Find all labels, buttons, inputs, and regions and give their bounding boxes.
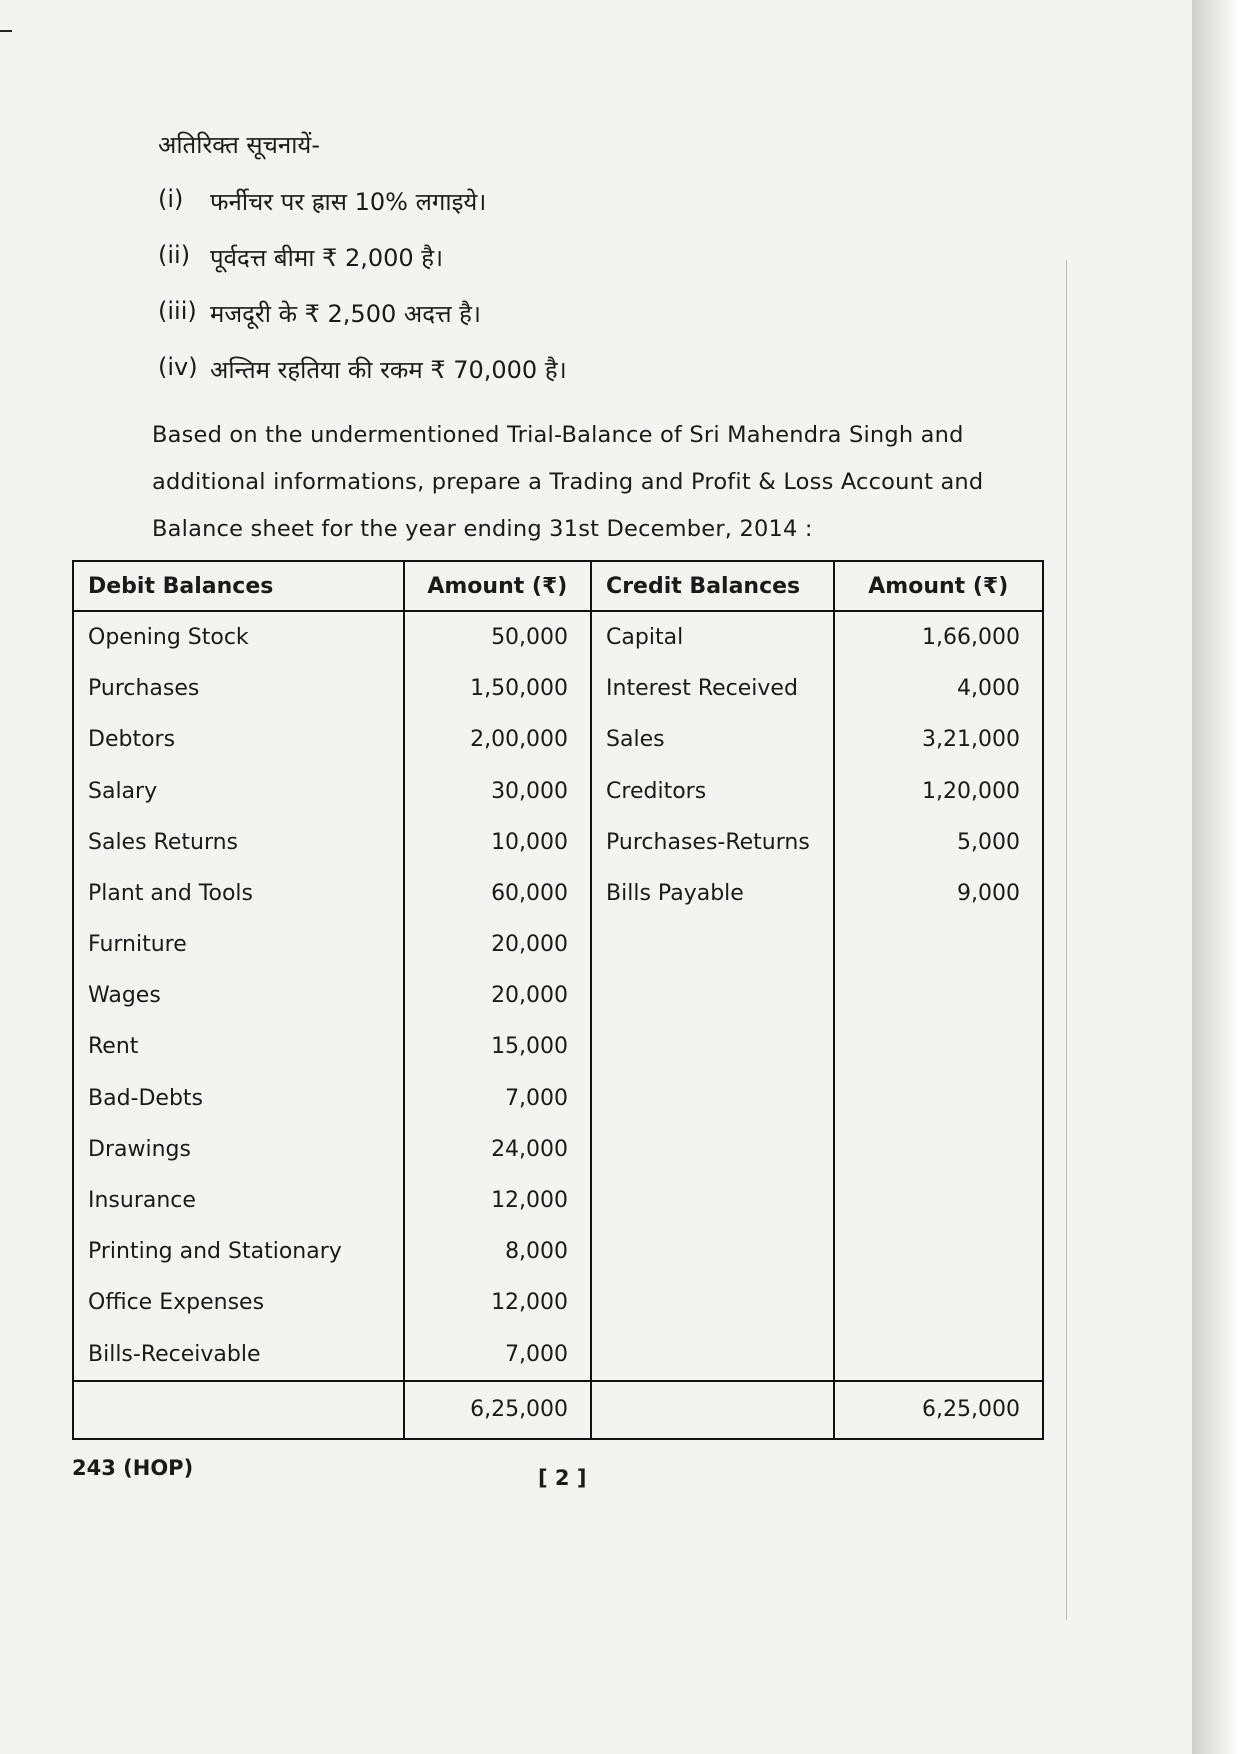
paper-code: 243 (HOP) bbox=[72, 1456, 194, 1480]
debit-account: Plant and Tools bbox=[73, 868, 404, 919]
debit-account: Office Expenses bbox=[73, 1277, 404, 1328]
credit-amount: 1,20,000 bbox=[834, 766, 1043, 817]
header-credit-amount: Amount (₹) bbox=[834, 561, 1043, 611]
debit-amount: 30,000 bbox=[404, 766, 591, 817]
table-row bbox=[73, 714, 1043, 765]
table-row bbox=[73, 1021, 1043, 1072]
debit-account: Salary bbox=[73, 766, 404, 817]
debit-account: Rent bbox=[73, 1021, 404, 1072]
credit-amount: 1,66,000 bbox=[834, 611, 1043, 663]
credit-account bbox=[591, 1328, 834, 1380]
debit-amount: 7,000 bbox=[404, 1073, 591, 1124]
info-item bbox=[158, 185, 1158, 241]
table-row bbox=[73, 1124, 1043, 1175]
debit-account: Insurance bbox=[73, 1175, 404, 1226]
table-row bbox=[73, 1175, 1043, 1226]
info-item-text: पूर्वदत्त बीमा ₹ 2,000 है। bbox=[210, 244, 444, 272]
debit-amount: 8,000 bbox=[404, 1226, 591, 1277]
table-row bbox=[73, 766, 1043, 817]
credit-account: Capital bbox=[591, 611, 834, 663]
credit-account: Purchases-Returns bbox=[591, 817, 834, 868]
credit-amount bbox=[834, 1175, 1043, 1226]
debit-account: Bad-Debts bbox=[73, 1073, 404, 1124]
page-number: [ 2 ] bbox=[538, 1466, 587, 1490]
additional-info-title: अतिरिक्त सूचनायें- bbox=[158, 131, 321, 159]
debit-amount: 24,000 bbox=[404, 1124, 591, 1175]
header-debit-amount: Amount (₹) bbox=[404, 561, 591, 611]
table-row bbox=[73, 1328, 1043, 1380]
totals-blank-credit bbox=[591, 1381, 834, 1439]
debit-account: Sales Returns bbox=[73, 817, 404, 868]
credit-amount bbox=[834, 970, 1043, 1021]
debit-amount: 10,000 bbox=[404, 817, 591, 868]
credit-amount: 3,21,000 bbox=[834, 714, 1043, 765]
credit-account: Creditors bbox=[591, 766, 834, 817]
credit-amount bbox=[834, 1124, 1043, 1175]
credit-amount bbox=[834, 919, 1043, 970]
table-row bbox=[73, 1073, 1043, 1124]
debit-account: Purchases bbox=[73, 663, 404, 714]
credit-account: Bills Payable bbox=[591, 868, 834, 919]
debit-amount: 20,000 bbox=[404, 919, 591, 970]
debit-account: Furniture bbox=[73, 919, 404, 970]
table-row bbox=[73, 1226, 1043, 1277]
credit-amount bbox=[834, 1073, 1043, 1124]
debit-amount: 15,000 bbox=[404, 1021, 591, 1072]
table-row bbox=[73, 970, 1043, 1021]
credit-account bbox=[591, 1226, 834, 1277]
info-item-number: (i) bbox=[158, 185, 184, 213]
debit-total: 6,25,000 bbox=[404, 1381, 591, 1439]
debit-account: Bills-Receivable bbox=[73, 1328, 404, 1380]
totals-blank-debit bbox=[73, 1381, 404, 1439]
credit-account bbox=[591, 1277, 834, 1328]
debit-account: Debtors bbox=[73, 714, 404, 765]
info-item-text: फर्नीचर पर ह्रास 10% लगाइये। bbox=[210, 188, 487, 216]
debit-amount: 20,000 bbox=[404, 970, 591, 1021]
trial-balance-table bbox=[72, 560, 1044, 1440]
credit-account: Sales bbox=[591, 714, 834, 765]
credit-amount: 5,000 bbox=[834, 817, 1043, 868]
page-shadow bbox=[1192, 0, 1240, 1754]
info-item-number: (ii) bbox=[158, 241, 191, 269]
debit-amount: 7,000 bbox=[404, 1328, 591, 1380]
table-row bbox=[73, 1277, 1043, 1328]
totals-row bbox=[73, 1381, 1043, 1439]
credit-amount bbox=[834, 1277, 1043, 1328]
info-item bbox=[158, 353, 1158, 409]
credit-account bbox=[591, 1175, 834, 1226]
info-item bbox=[158, 297, 1158, 353]
credit-amount bbox=[834, 1328, 1043, 1380]
table-row bbox=[73, 868, 1043, 919]
credit-account bbox=[591, 919, 834, 970]
credit-amount: 9,000 bbox=[834, 868, 1043, 919]
debit-amount: 60,000 bbox=[404, 868, 591, 919]
debit-account: Opening Stock bbox=[73, 611, 404, 663]
info-item-number: (iii) bbox=[158, 297, 197, 325]
credit-account bbox=[591, 1073, 834, 1124]
debit-account: Drawings bbox=[73, 1124, 404, 1175]
header-debit-balances: Debit Balances bbox=[73, 561, 404, 611]
info-item-text: मजदूरी के ₹ 2,500 अदत्त है। bbox=[210, 300, 481, 328]
margin-tick bbox=[0, 30, 12, 32]
debit-amount: 12,000 bbox=[404, 1175, 591, 1226]
additional-info-section bbox=[158, 128, 1158, 409]
table-row bbox=[73, 919, 1043, 970]
table-row bbox=[73, 663, 1043, 714]
credit-account: Interest Received bbox=[591, 663, 834, 714]
info-item-text: अन्तिम रहतिया की रकम ₹ 70,000 है। bbox=[210, 356, 567, 384]
credit-amount bbox=[834, 1226, 1043, 1277]
credit-account bbox=[591, 1124, 834, 1175]
credit-amount bbox=[834, 1021, 1043, 1072]
debit-amount: 1,50,000 bbox=[404, 663, 591, 714]
debit-account: Wages bbox=[73, 970, 404, 1021]
debit-amount: 50,000 bbox=[404, 611, 591, 663]
credit-account bbox=[591, 970, 834, 1021]
credit-amount: 4,000 bbox=[834, 663, 1043, 714]
debit-amount: 12,000 bbox=[404, 1277, 591, 1328]
info-item bbox=[158, 241, 1158, 297]
credit-total: 6,25,000 bbox=[834, 1381, 1043, 1439]
table-row bbox=[73, 611, 1043, 663]
credit-account bbox=[591, 1021, 834, 1072]
table-header-row bbox=[73, 561, 1043, 611]
question-text: Based on the undermentioned Trial-Balance of Sri Mahendra Singh and additional informations, prepare a Trading and Profit & Loss Account and Balance sheet for the year ending 31st December, 2014 : bbox=[152, 422, 984, 542]
debit-account: Printing and Stationary bbox=[73, 1226, 404, 1277]
info-item-number: (iv) bbox=[158, 353, 198, 381]
table-row bbox=[73, 817, 1043, 868]
debit-amount: 2,00,000 bbox=[404, 714, 591, 765]
header-credit-balances: Credit Balances bbox=[591, 561, 834, 611]
